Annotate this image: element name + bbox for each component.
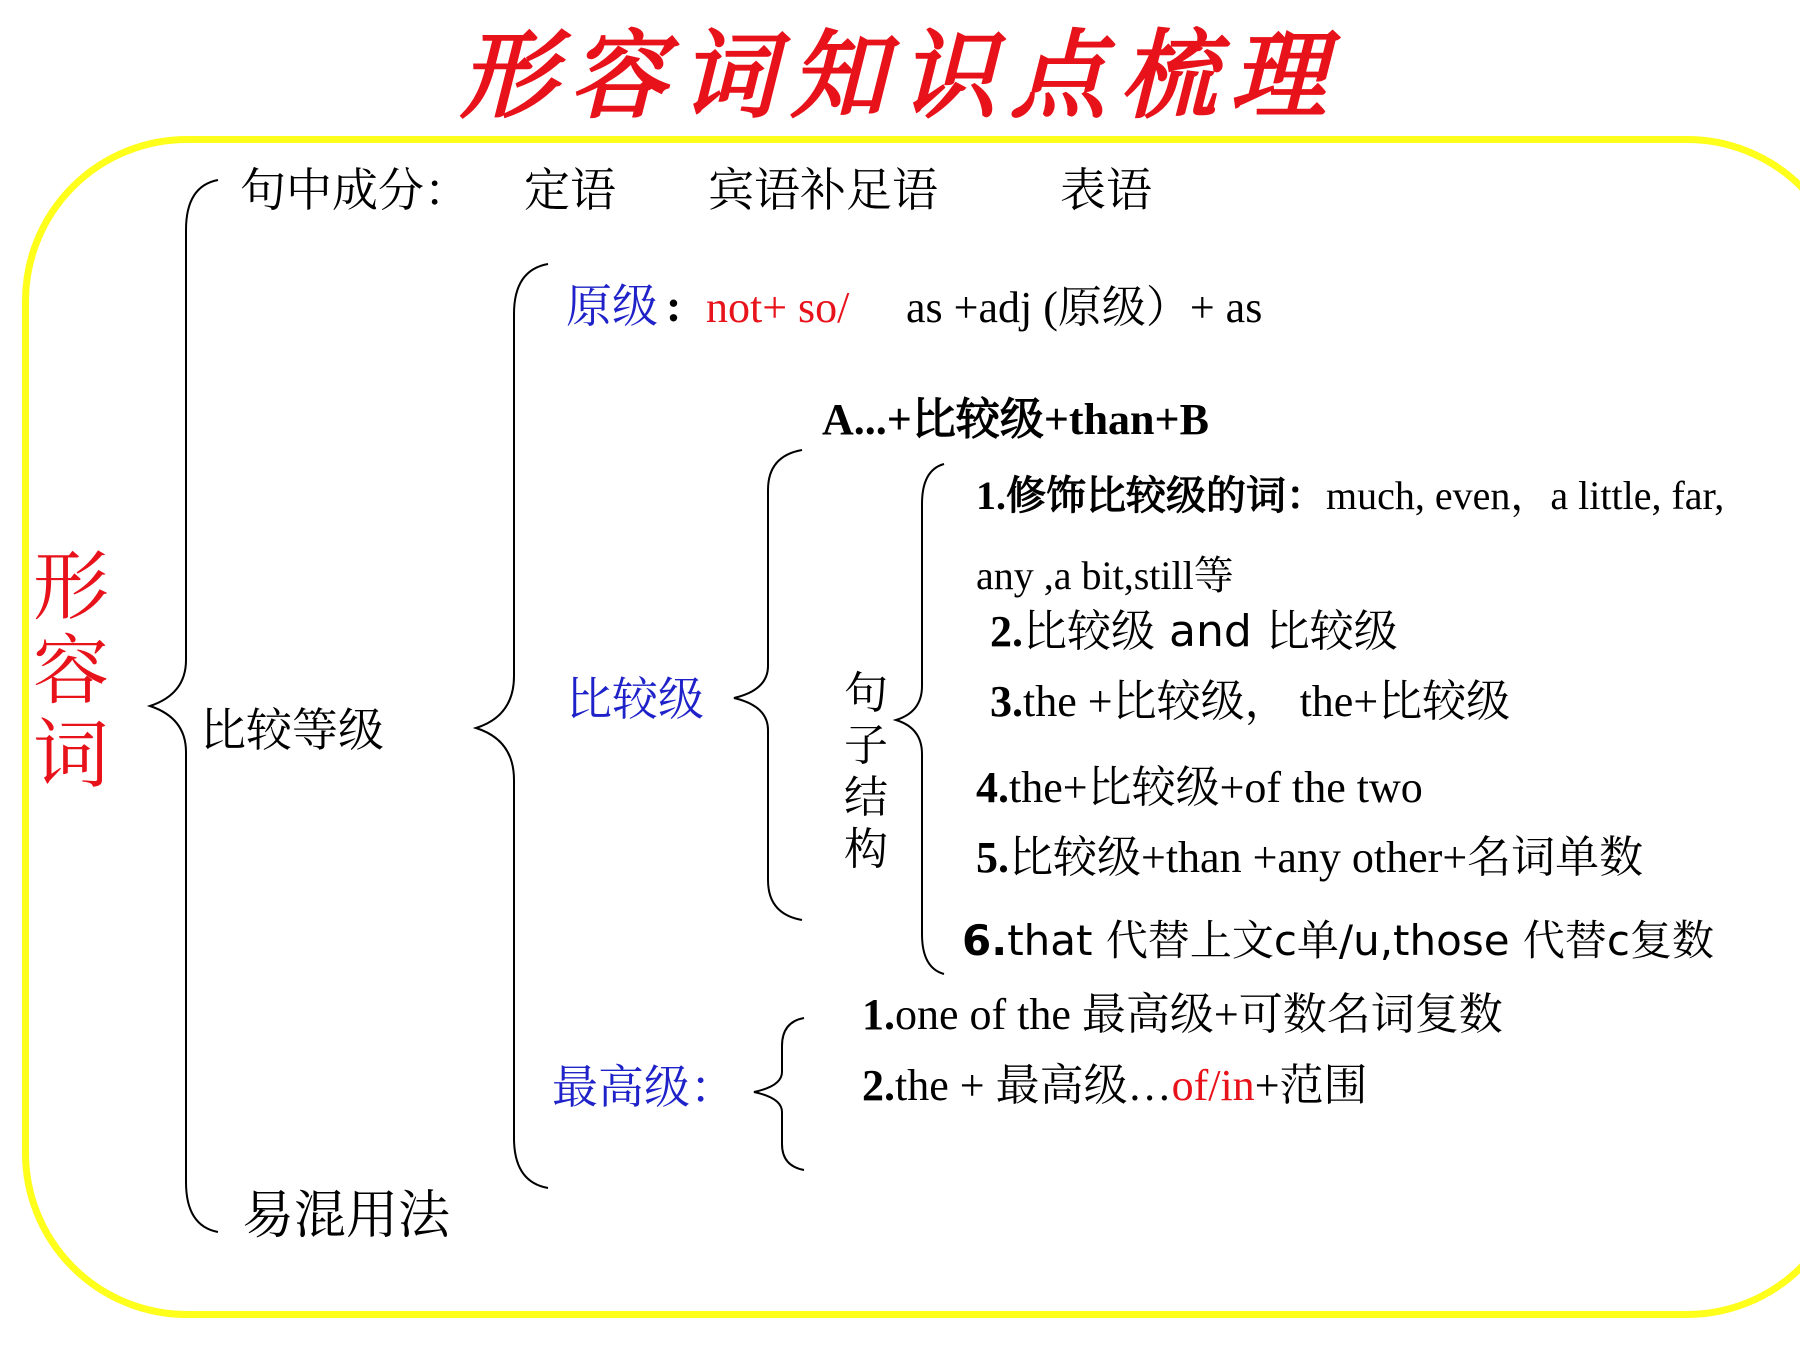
comparative-rule-6 (962, 916, 1714, 965)
rule-text: the + 最高级… (895, 1061, 1172, 1110)
superlative-rule-1 (862, 990, 1503, 1039)
rule-text: 比较级 and 比较级 (1023, 606, 1398, 657)
positive-label: 原级 (566, 279, 658, 333)
superlative-rule-2 (862, 1061, 1368, 1110)
root-label-adjective: 形容词 (33, 542, 109, 799)
rule-text: one of the 最高级+可数名词复数 (895, 990, 1503, 1039)
rule-text: the+比较级+of the two (1009, 763, 1423, 812)
superlative-brace (754, 1018, 804, 1170)
rule-number: 2. (862, 1061, 895, 1110)
rule-number: 1. (862, 990, 895, 1039)
rule-text-end: +范围 (1254, 1061, 1368, 1110)
comparative-label: 比较级 (566, 672, 704, 726)
rule-number: 6. (962, 916, 1008, 965)
comparative-brace (734, 450, 802, 920)
rule-number: 5. (976, 833, 1009, 882)
comparison-brace (476, 264, 548, 1188)
comparative-rule-4 (976, 763, 1423, 812)
positive-prefix: not+ so/ (706, 283, 850, 332)
rule-text: that 代替上文c单/u,those 代替c复数 (1007, 916, 1714, 965)
structure-brace (896, 464, 944, 974)
rule-text: 修饰比较级的词： (1006, 473, 1326, 518)
component-predicative: 表语 (1060, 163, 1152, 217)
page-title: 形容词知识点梳理 (460, 19, 1340, 132)
rule-number: 4. (976, 763, 1009, 812)
superlative-label: 最高级： (552, 1060, 736, 1114)
comparison-label: 比较等级 (200, 703, 384, 757)
components-label: 句中成分： (240, 163, 470, 217)
comparative-rule-1 (976, 473, 1725, 518)
rule-number: 1. (976, 473, 1006, 518)
component-object-complement: 宾语补足语 (708, 163, 938, 217)
rule-text: 比较级+than +any other+名词单数 (1009, 833, 1644, 882)
comparative-rule-1-line-2: any ,a bit,still等 (976, 553, 1234, 598)
comparative-rule-2 (990, 606, 1398, 657)
comparative-basic-pattern: A...+比较级+than+B (822, 395, 1209, 444)
sentence-structure-label: 句子结构 (844, 668, 888, 875)
comparative-rule-5 (976, 833, 1644, 882)
comparative-rule-3 (990, 677, 1511, 726)
positive-formula: as +adj (原级）+ as (906, 283, 1263, 332)
rule-number: 3. (990, 677, 1023, 726)
confusing-usage-label: 易混用法 (242, 1186, 451, 1246)
component-attributive: 定语 (524, 163, 616, 217)
rule-text-continued: much, even，a little, far, (1326, 473, 1725, 518)
rule-text: the +比较级， the+比较级 (1023, 677, 1511, 726)
positive-colon: : (666, 280, 682, 331)
rule-number: 2. (990, 607, 1023, 656)
rule-text-highlight: of/in (1171, 1061, 1255, 1110)
